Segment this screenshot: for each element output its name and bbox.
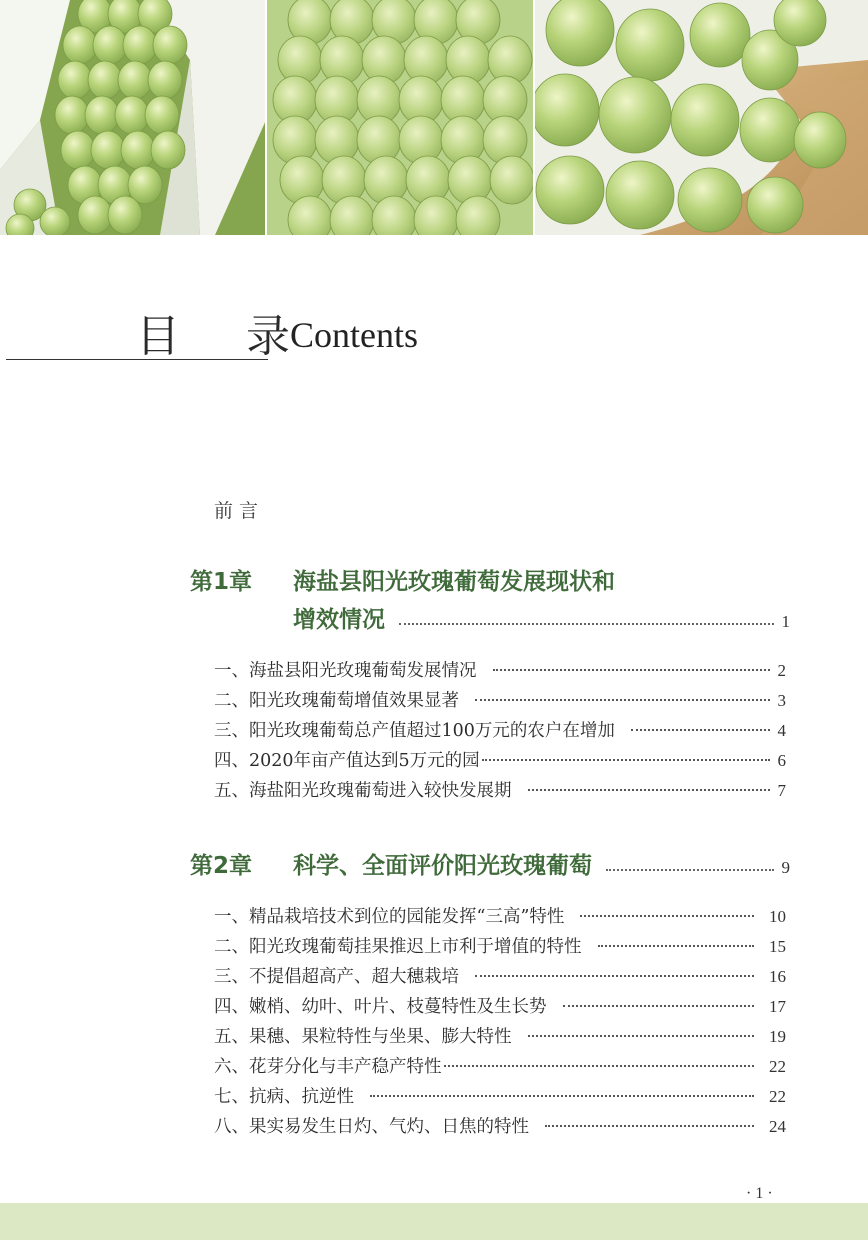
grape-photo-banner (0, 0, 868, 235)
section-title: 四、嫩梢、幼叶、叶片、枝蔓特性及生长势 (214, 997, 547, 1017)
leader-dots (482, 759, 770, 761)
contents-title-chinese: 目 录 (136, 311, 316, 362)
grape-berry (148, 61, 182, 99)
section-page-number: 4 (777, 721, 786, 740)
section-page-number: 10 (769, 907, 786, 926)
section-page-number: 6 (777, 751, 786, 770)
toc-section[interactable] (214, 717, 786, 743)
toc-section[interactable] (214, 903, 786, 929)
toc-chapter-2[interactable] (190, 847, 790, 887)
toc-section[interactable] (214, 1023, 786, 1049)
grape-cluster-photo (0, 0, 266, 235)
grape-berry (546, 0, 614, 66)
leader-dots (545, 1125, 754, 1127)
grape-berry (616, 9, 684, 81)
section-title: 一、海盐县阳光玫瑰葡萄发展情况 (214, 661, 477, 681)
grape-berry (599, 77, 671, 153)
toc-section[interactable] (214, 687, 786, 713)
section-page-number: 3 (777, 691, 786, 710)
section-title: 三、阳光玫瑰葡萄总产值超过100万元的农户在增加 (214, 721, 615, 741)
grape-berry (55, 96, 89, 134)
chapter-page-number: 9 (781, 858, 790, 877)
grape-berry (108, 196, 142, 234)
leader-dots (475, 699, 770, 701)
leader-dots (528, 789, 770, 791)
footer-band (0, 1203, 868, 1240)
grape-berry (690, 3, 750, 67)
grape-berry (115, 96, 149, 134)
toc-section[interactable] (214, 933, 786, 959)
section-page-number: 24 (769, 1117, 786, 1136)
grape-berry (145, 96, 179, 134)
leader-dots (370, 1095, 754, 1097)
toc-section[interactable] (214, 657, 786, 683)
grape-cluster-closeup-photo (266, 0, 534, 235)
chapter-title-line1 (293, 847, 790, 880)
grape-berry (671, 84, 739, 156)
grape-berry (153, 26, 187, 64)
section-title: 四、2020年亩产值达到5万元的园 (214, 751, 480, 771)
grape-berry (121, 131, 155, 169)
chapter-page-number: 1 (781, 612, 790, 631)
grape-berry (406, 156, 450, 204)
section-title: 八、果实易发生日灼、气灼、日焦的特性 (214, 1117, 529, 1137)
grape-berry (88, 61, 122, 99)
grape-berry (61, 131, 95, 169)
toc-section[interactable] (214, 1053, 786, 1079)
chapter-number: 第1章 (190, 569, 253, 595)
toc-section[interactable] (214, 1083, 786, 1109)
section-title: 三、不提倡超高产、超大穗栽培 (214, 967, 459, 987)
grape-berry (40, 207, 70, 235)
section-page-number: 22 (769, 1057, 786, 1076)
section-title: 五、果穗、果粒特性与坐果、膨大特性 (214, 1027, 512, 1047)
leader-dots (631, 729, 770, 731)
grape-berry (78, 196, 112, 234)
leader-dots (399, 623, 774, 625)
contents-title-english: Contents (290, 315, 419, 355)
section-page-number: 16 (769, 967, 786, 986)
section-page-number: 7 (777, 781, 786, 800)
section-title: 六、花芽分化与丰产稳产特性 (214, 1057, 442, 1077)
grape-berry (794, 112, 846, 168)
section-title: 二、阳光玫瑰葡萄挂果推迟上市利于增值的特性 (214, 937, 582, 957)
section-title: 七、抗病、抗逆性 (214, 1087, 354, 1107)
page-number: · 1 · (746, 1185, 773, 1202)
chapter-title-line1 (293, 563, 790, 596)
leader-dots (444, 1065, 755, 1067)
leader-dots (475, 975, 754, 977)
grape-berry (85, 96, 119, 134)
grape-berry (151, 131, 185, 169)
toc-section[interactable] (214, 777, 786, 803)
toc-preface[interactable]: 前言 (214, 500, 265, 522)
chapter-title-line2 (293, 601, 790, 634)
section-page-number: 17 (769, 997, 786, 1016)
chapter-title: 海盐县阳光玫瑰葡萄发展现状和 (293, 569, 615, 595)
section-page-number: 2 (777, 661, 786, 680)
grape-berry (740, 98, 800, 162)
chapter-title: 科学、全面评价阳光玫瑰葡萄 (293, 853, 592, 879)
grape-berry (364, 156, 408, 204)
grape-photos (0, 0, 868, 235)
toc-chapter-1[interactable] (190, 563, 790, 643)
leader-dots (493, 669, 770, 671)
section-title: 二、阳光玫瑰葡萄增值效果显著 (214, 691, 459, 711)
grape-berry (322, 156, 366, 204)
grape-berry (123, 26, 157, 64)
section-title: 五、海盐阳光玫瑰葡萄进入较快发展期 (214, 781, 512, 801)
grape-berry (63, 26, 97, 64)
grape-berry (58, 61, 92, 99)
leader-dots (598, 945, 755, 947)
grape-berry (774, 0, 826, 46)
section-page-number: 15 (769, 937, 786, 956)
grape-berry (490, 156, 534, 204)
leader-dots (580, 915, 754, 917)
leader-dots (606, 869, 774, 871)
grape-berry (91, 131, 125, 169)
toc-section[interactable] (214, 1113, 786, 1139)
grape-berry (531, 74, 599, 146)
grape-berry (118, 61, 152, 99)
grape-berry (536, 156, 604, 224)
chapter-number: 第2章 (190, 853, 253, 879)
toc-section[interactable] (214, 963, 786, 989)
grape-berry (747, 177, 803, 233)
toc-section[interactable] (214, 993, 786, 1019)
section-page-number: 22 (769, 1087, 786, 1106)
title-underline (6, 359, 268, 360)
section-title: 一、精品栽培技术到位的园能发挥“三高”特性 (214, 907, 565, 927)
grape-berry (448, 156, 492, 204)
grape-berry (93, 26, 127, 64)
grape-bowl-photo (531, 0, 868, 235)
leader-dots (563, 1005, 755, 1007)
toc-section[interactable] (214, 747, 786, 773)
section-page-number: 19 (769, 1027, 786, 1046)
grape-berry (606, 161, 674, 229)
leader-dots (528, 1035, 755, 1037)
grape-berry (678, 168, 742, 232)
chapter-title-continued: 增效情况 (293, 607, 385, 633)
grape-berry (280, 156, 324, 204)
